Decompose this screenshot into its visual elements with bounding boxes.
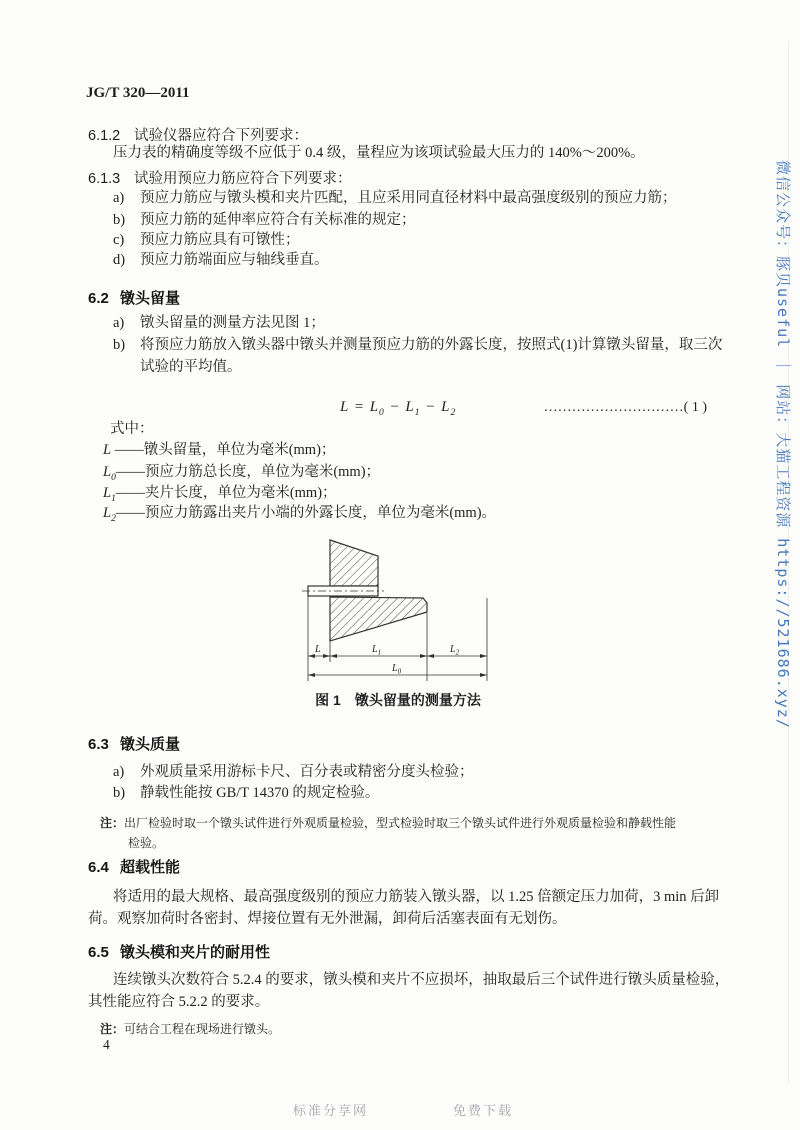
symbol: L bbox=[103, 442, 112, 458]
note-label: 注： bbox=[100, 816, 125, 830]
figure-1-diagram bbox=[300, 534, 500, 686]
list-text: 将预应力筋放入镦头器中镦头并测量预应力筋的外露长度，按照式(1)计算镦头留量，取三次 bbox=[140, 337, 723, 353]
minus-sign: − bbox=[384, 399, 406, 415]
equation-1 bbox=[340, 399, 456, 418]
equals-sign: = bbox=[349, 399, 370, 415]
dim-label-L2: $L_2$ bbox=[450, 644, 460, 657]
doc-code-header: JG/T 320—2011 bbox=[86, 85, 190, 101]
dash: —— bbox=[111, 442, 144, 458]
list-text: 预应力筋应具有可镦性； bbox=[140, 232, 300, 248]
list-item-a bbox=[113, 315, 325, 332]
formula-term: L bbox=[441, 399, 451, 415]
vertical-watermark: 微信公众号：豚贝useful ｜ 网站：大猫工程资源 https://521686.xyz/ bbox=[774, 160, 792, 729]
footer-site-name: 标准分享网 bbox=[293, 1103, 369, 1118]
clause-number: 6.1.2 bbox=[88, 128, 121, 144]
definition-L0 bbox=[103, 464, 380, 487]
formula-term: L bbox=[369, 399, 380, 415]
paragraph-durability-line2: 其性能应符合 5.2.2 的要求。 bbox=[88, 994, 270, 1010]
section-heading-6-3 bbox=[88, 733, 180, 754]
definition-text: 预应力筋总长度，单位为毫米(mm)； bbox=[144, 464, 381, 480]
clause-title: 试验仪器应符合下列要求： bbox=[134, 128, 308, 144]
clause-6-1-2 bbox=[88, 124, 308, 145]
section-heading-6-5 bbox=[88, 941, 270, 962]
list-marker: c) bbox=[113, 232, 125, 248]
list-text: 预应力筋端面应与轴线垂直。 bbox=[140, 252, 329, 268]
section-number: 6.4 bbox=[88, 859, 109, 876]
list-marker: b) bbox=[113, 785, 126, 801]
list-marker: b) bbox=[113, 212, 126, 228]
list-text: 预应力筋应与镦头模和夹片匹配，且应采用同直径材料中最高强度级别的预应力筋； bbox=[140, 190, 677, 206]
clause-6-1-3 bbox=[88, 167, 352, 188]
note-text: 可结合工程在现场进行镦头。 bbox=[124, 1022, 281, 1036]
paragraph-overload-line2: 荷。观察加荷时各密封、焊接位置有无外泄漏，卸荷后活塞表面有无划伤。 bbox=[88, 911, 567, 927]
section-title: 镦头模和夹片的耐用性 bbox=[120, 944, 271, 961]
note-text: 出厂检验时取一个镦头试件进行外观质量检验，型式检验时取三个镦头试件进行外观质量检验和静载性能 bbox=[124, 816, 677, 830]
clause-title: 试验用预应力筋应符合下列要求： bbox=[134, 171, 352, 187]
dash: —— bbox=[115, 505, 145, 521]
note-label: 注： bbox=[100, 1022, 125, 1036]
lower-wedge-section bbox=[330, 597, 427, 641]
formula-term: L bbox=[405, 399, 415, 415]
symbol: $L_1$ bbox=[103, 485, 116, 504]
section-heading-6-4 bbox=[88, 856, 180, 877]
equation-index: ( 1 ) bbox=[683, 400, 707, 415]
subscript: 0 bbox=[379, 408, 385, 418]
list-marker: a) bbox=[113, 764, 125, 780]
section-number: 6.2 bbox=[88, 290, 109, 307]
section-title: 镦头留量 bbox=[120, 290, 181, 307]
subscript: 2 bbox=[450, 408, 457, 418]
paragraph-pressure-gauge: 压力表的精确度等级不应低于 0.4 级，量程应为该项试验最大压力的 140%～200%。 bbox=[113, 145, 645, 161]
subscript: 1 bbox=[414, 408, 421, 418]
figure-1-caption: 图 1 镦头留量的测量方法 bbox=[315, 692, 481, 708]
paragraph-durability-line1: 连续镦头次数符合 5.2.4 的要求，镦头模和夹片不应损坏，抽取最后三个试件进行镦头质量检验， bbox=[113, 972, 730, 988]
note-6-3-line2: 检验。 bbox=[128, 836, 165, 850]
minus-sign: − bbox=[420, 399, 442, 415]
list-item-d bbox=[113, 252, 329, 269]
note-6-5 bbox=[100, 1020, 280, 1037]
list-marker: a) bbox=[113, 315, 125, 331]
section-title: 超载性能 bbox=[120, 859, 181, 876]
dash: —— bbox=[115, 464, 145, 480]
dim-label-L: L bbox=[315, 644, 321, 655]
list-item-b-line1 bbox=[113, 337, 722, 354]
dim-label-L0: $L_0$ bbox=[392, 663, 402, 676]
list-item-a bbox=[113, 190, 677, 207]
where-label: 式中： bbox=[110, 421, 154, 437]
definition-L2 bbox=[103, 505, 496, 528]
list-text: 静载性能按 GB/T 14370 的规定检验。 bbox=[140, 785, 380, 801]
symbol: $L_0$ bbox=[103, 464, 116, 483]
note-6-3-line1 bbox=[100, 814, 676, 831]
list-item-c bbox=[113, 232, 300, 249]
list-item-b-line2: 试验的平均值。 bbox=[140, 359, 242, 375]
list-item-a bbox=[113, 764, 474, 781]
clause-number: 6.1.3 bbox=[88, 171, 121, 187]
definition-text: 镦头留量，单位为毫米(mm)； bbox=[143, 442, 336, 458]
definition-L bbox=[103, 442, 335, 465]
section-title: 镦头质量 bbox=[120, 736, 181, 753]
list-text: 镦头留量的测量方法见图 1； bbox=[140, 315, 325, 331]
section-number: 6.5 bbox=[88, 944, 109, 961]
list-text: 预应力筋的延伸率应符合有关标准的规定； bbox=[140, 212, 416, 228]
definition-text: 预应力筋露出夹片小端的外露长度，单位为毫米(mm)。 bbox=[144, 505, 497, 521]
leader-dots: ………………………… bbox=[543, 400, 684, 415]
section-number: 6.3 bbox=[88, 736, 109, 753]
section-heading-6-2 bbox=[88, 287, 180, 308]
list-text: 外观质量采用游标卡尺、百分表或精密分度头检验； bbox=[140, 764, 474, 780]
formula-lhs: L bbox=[340, 399, 350, 415]
definition-text: 夹片长度，单位为毫米(mm)； bbox=[144, 485, 337, 501]
dash: —— bbox=[115, 485, 145, 501]
paragraph-overload-line1: 将适用的最大规格、最高强度级别的预应力筋装入镦头器，以 1.25 倍额定压力加荷，3 min 后卸 bbox=[113, 889, 720, 905]
dim-label-L1: $L_1$ bbox=[372, 644, 382, 657]
list-marker: a) bbox=[113, 190, 125, 206]
upper-die-section bbox=[330, 540, 378, 586]
list-marker: d) bbox=[113, 252, 126, 268]
list-item-b bbox=[113, 785, 379, 802]
list-item-b bbox=[113, 212, 416, 229]
list-marker: b) bbox=[113, 337, 126, 353]
page-number: 4 bbox=[103, 1037, 110, 1052]
symbol: $L_2$ bbox=[103, 505, 116, 524]
equation-number bbox=[544, 400, 707, 416]
footer-free-download: 免费下载 bbox=[453, 1103, 514, 1118]
